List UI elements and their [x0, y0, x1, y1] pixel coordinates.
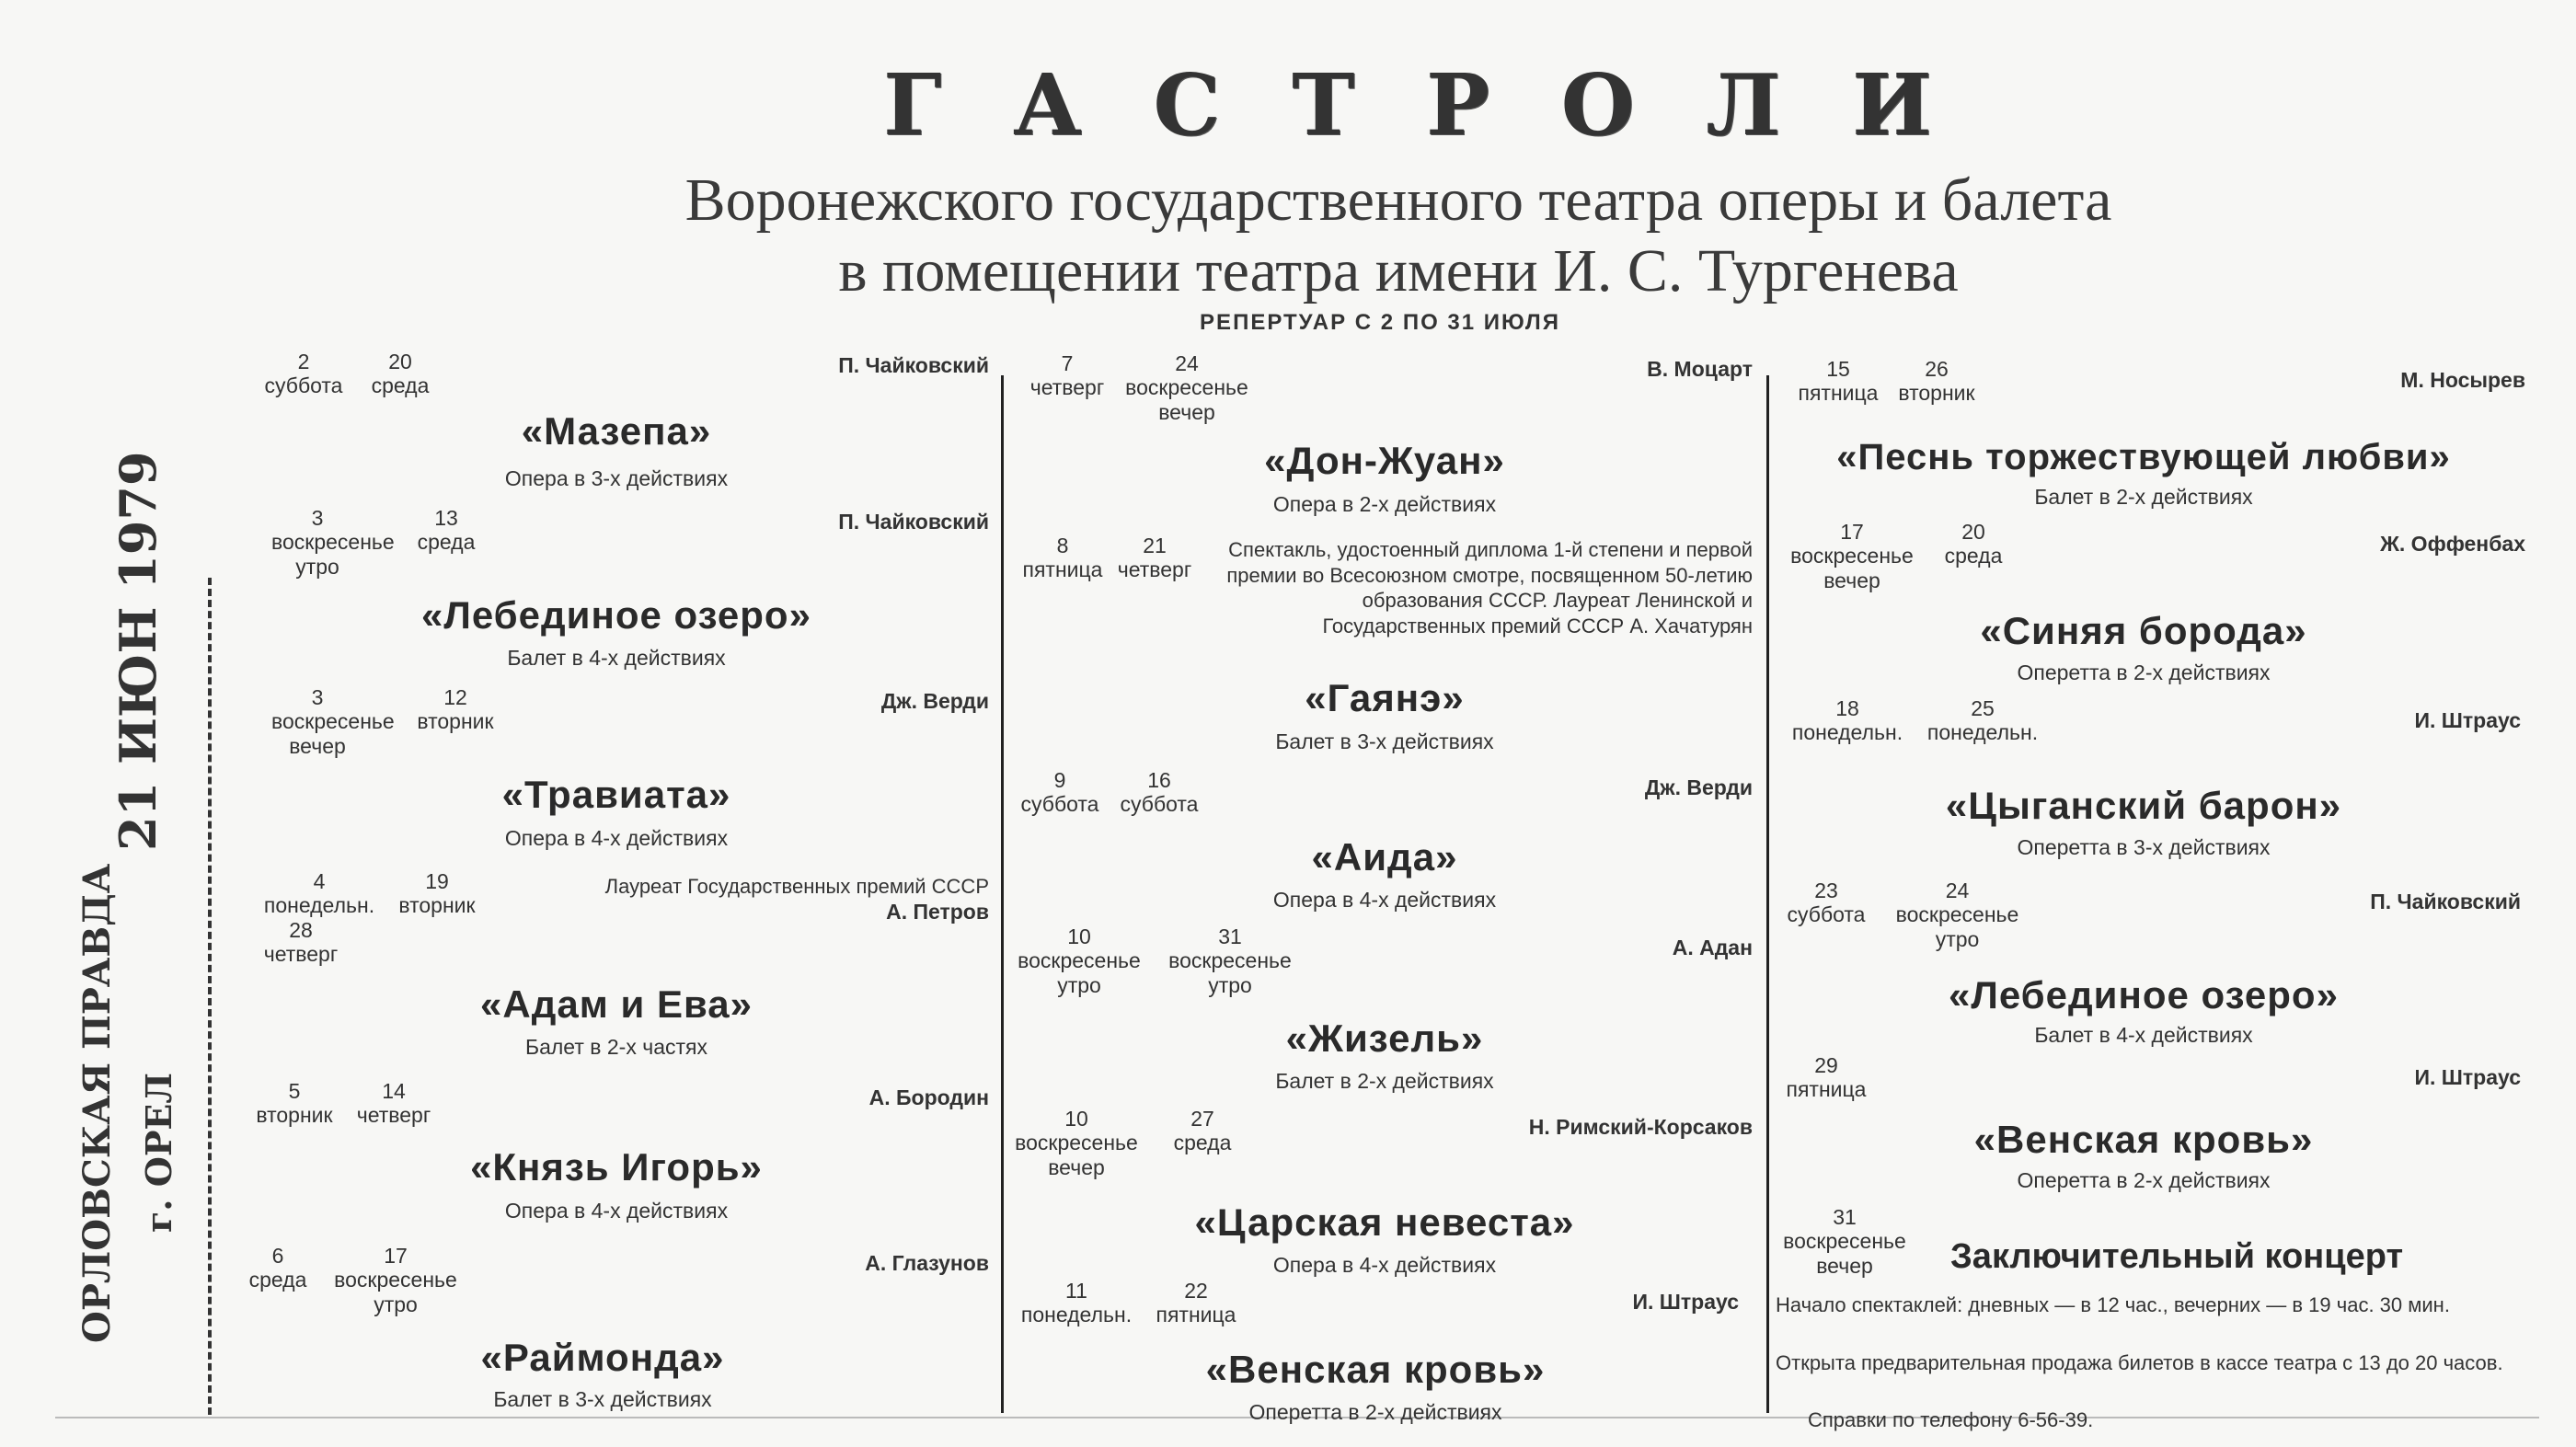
- award-note: Спектакль, удостоенный диплома 1-й степени и первой премии во Всесоюзном смотре, посвященном 50-летию образования СССР. Лауреат Ленинской и Государственных премий СССР А. Хачатурян: [1226, 538, 1753, 637]
- show-date: 9 суббота: [1020, 768, 1099, 817]
- show-date: 31 воскресенье вечер: [1783, 1205, 1906, 1278]
- subtitle-line-1: Воронежского государственного театра оперы и балета: [684, 167, 2112, 234]
- award-note: Лауреат Государственных премий СССР: [604, 875, 989, 898]
- show-title: «Венская кровь»: [1205, 1348, 1546, 1391]
- title-letter: А: [1012, 55, 1082, 155]
- show-title: «Дон-Жуан»: [1264, 439, 1505, 482]
- composer: И. Штраус: [1632, 1290, 1739, 1314]
- show-date: 5 вторник: [256, 1079, 333, 1128]
- composer: А. Петров: [886, 900, 989, 924]
- composer: И. Штраус: [2414, 708, 2521, 732]
- column-divider-2: [1766, 375, 1769, 1413]
- show-date: 24 воскресенье вечер: [1125, 351, 1248, 424]
- show-title: Заключительный концерт: [1950, 1237, 2404, 1276]
- show-date: 8 пятница: [1022, 534, 1103, 582]
- show-title: «Аида»: [1311, 835, 1458, 879]
- show-genre: Балет в 4-х действиях: [2034, 1023, 2253, 1047]
- show-genre: Опера в 3-х действиях: [504, 466, 729, 490]
- show-date: 17 воскресенье утро: [334, 1244, 457, 1316]
- show-date: 18 понедельн.: [1791, 696, 1903, 745]
- show-date: 10 воскресенье утро: [1018, 924, 1141, 997]
- show-date: 24 воскресенье утро: [1895, 879, 2019, 951]
- show-title: «Песнь торжествующей любви»: [1836, 437, 2451, 477]
- title-letter: И: [1852, 55, 1932, 155]
- composer: Ж. Оффенбах: [2380, 532, 2525, 556]
- show-genre: Опера в 4-х действиях: [1272, 1253, 1497, 1277]
- margin-divider: [208, 578, 212, 1415]
- show-date: 31 воскресенье утро: [1168, 924, 1292, 997]
- composer: А. Адан: [1672, 936, 1753, 959]
- show-date: 28 четверг: [263, 918, 339, 967]
- title-letter: С: [1153, 55, 1221, 155]
- show-date: 14 четверг: [356, 1079, 431, 1128]
- newspaper-name: ОРЛОВСКАЯ ПРАВДА: [75, 863, 119, 1343]
- show-genre: Балет в 2-х действиях: [1275, 1069, 1494, 1093]
- show-genre: Балет в 4-х действиях: [507, 646, 726, 670]
- newspaper-city: г. ОРЕЛ: [138, 1073, 179, 1233]
- show-date: 4 понедельн.: [263, 869, 375, 918]
- poster-title: [883, 55, 1932, 155]
- show-date: 6 среда: [248, 1244, 307, 1292]
- show-date: 27 среда: [1173, 1107, 1232, 1155]
- show-genre: Оперетта в 2-х действиях: [2017, 660, 2271, 684]
- show-title: «Лебединое озеро»: [1949, 973, 2339, 1016]
- show-date: 15 пятница: [1798, 357, 1879, 406]
- composer: П. Чайковский: [838, 353, 989, 377]
- subtitle-line-2: в помещении театра имени И. С. Тургенева: [838, 237, 1959, 304]
- column-divider-1: [1001, 375, 1004, 1413]
- show-title: «Гаянэ»: [1305, 676, 1465, 719]
- show-genre: Балет в 3-х действиях: [493, 1387, 712, 1411]
- show-date: 29 пятница: [1786, 1053, 1867, 1102]
- show-genre: Опера в 4-х действиях: [504, 826, 729, 850]
- phone-note: Справки по телефону 6-56-39.: [1808, 1408, 2094, 1431]
- show-genre: Оперетта в 3-х действиях: [2017, 835, 2271, 859]
- show-genre: Опера в 4-х действиях: [1272, 888, 1497, 912]
- show-title: «Венская кровь»: [1973, 1118, 2314, 1161]
- show-date: 7 четверг: [1029, 351, 1105, 400]
- composer: П. Чайковский: [2370, 890, 2521, 913]
- show-genre: Опера в 2-х действиях: [1272, 492, 1497, 516]
- show-title: «Цыганский барон»: [1945, 784, 2342, 827]
- composer: М. Носырев: [2400, 368, 2525, 392]
- show-date: 21 четверг: [1117, 534, 1192, 582]
- composer: В. Моцарт: [1647, 357, 1753, 381]
- title-letter: Р: [1425, 55, 1490, 155]
- show-genre: Оперетта в 2-х действиях: [1248, 1400, 1502, 1424]
- composer: И. Штраус: [2414, 1065, 2521, 1089]
- repertoire-heading: РЕПЕРТУАР С 2 ПО 31 ИЮЛЯ: [1200, 310, 1560, 335]
- composer: П. Чайковский: [838, 510, 989, 534]
- show-title: «Лебединое озеро»: [421, 593, 811, 637]
- show-title: «Мазепа»: [521, 409, 712, 453]
- show-title: «Травиата»: [501, 773, 731, 816]
- presale-note: Открыта предварительная продажа билетов в кассе театра с 13 до 20 часов.: [1776, 1351, 2503, 1374]
- show-date: 13 среда: [417, 506, 476, 555]
- composer: Дж. Верди: [1644, 775, 1753, 799]
- show-date: 11 понедельн.: [1020, 1279, 1133, 1327]
- composer: Н. Римский-Корсаков: [1528, 1115, 1753, 1139]
- show-date: 3 воскресенье утро: [271, 506, 395, 579]
- show-title: «Адам и Ева»: [480, 982, 753, 1026]
- show-title: «Раймонда»: [480, 1336, 725, 1379]
- title-letter: Л: [1706, 55, 1781, 155]
- composer: А. Бородин: [868, 1085, 989, 1109]
- show-date: 25 понедельн.: [1926, 696, 2039, 745]
- title-letter: Т: [1292, 55, 1355, 155]
- show-date: 16 суббота: [1120, 768, 1199, 817]
- show-date: 17 воскресенье вечер: [1790, 520, 1914, 592]
- show-date: 19 вторник: [398, 869, 476, 918]
- show-date: 3 воскресенье вечер: [271, 685, 395, 758]
- show-date: 26 вторник: [1898, 357, 1975, 406]
- show-genre: Оперетта в 2-х действиях: [2017, 1168, 2271, 1192]
- show-date: 23 суббота: [1787, 879, 1866, 927]
- show-title: «Синяя борода»: [1980, 609, 2307, 652]
- title-letter: О: [1560, 55, 1635, 155]
- show-date: 2 суббота: [264, 350, 343, 398]
- clipping-date-stamp: 21 ИЮН 1979: [109, 451, 167, 851]
- composer: Дж. Верди: [880, 689, 989, 713]
- show-date: 12 вторник: [417, 685, 494, 734]
- show-date: 10 воскресенье вечер: [1015, 1107, 1138, 1179]
- show-genre: Балет в 2-х частях: [525, 1035, 707, 1059]
- show-genre: Опера в 4-х действиях: [504, 1199, 729, 1223]
- show-title: «Царская невеста»: [1194, 1200, 1575, 1244]
- show-genre: Балет в 2-х действиях: [2034, 485, 2253, 509]
- start-times-note: Начало спектаклей: дневных — в 12 час., вечерних — в 19 час. 30 мин.: [1776, 1293, 2450, 1316]
- show-date: 20 среда: [1944, 520, 2003, 568]
- show-title: «Жизель»: [1285, 1016, 1484, 1060]
- show-date: 22 пятница: [1156, 1279, 1236, 1327]
- show-date: 20 среда: [371, 350, 430, 398]
- title-letter: Г: [883, 55, 942, 155]
- composer: А. Глазунов: [865, 1251, 989, 1275]
- show-genre: Балет в 3-х действиях: [1275, 729, 1494, 753]
- show-title: «Князь Игорь»: [470, 1145, 763, 1189]
